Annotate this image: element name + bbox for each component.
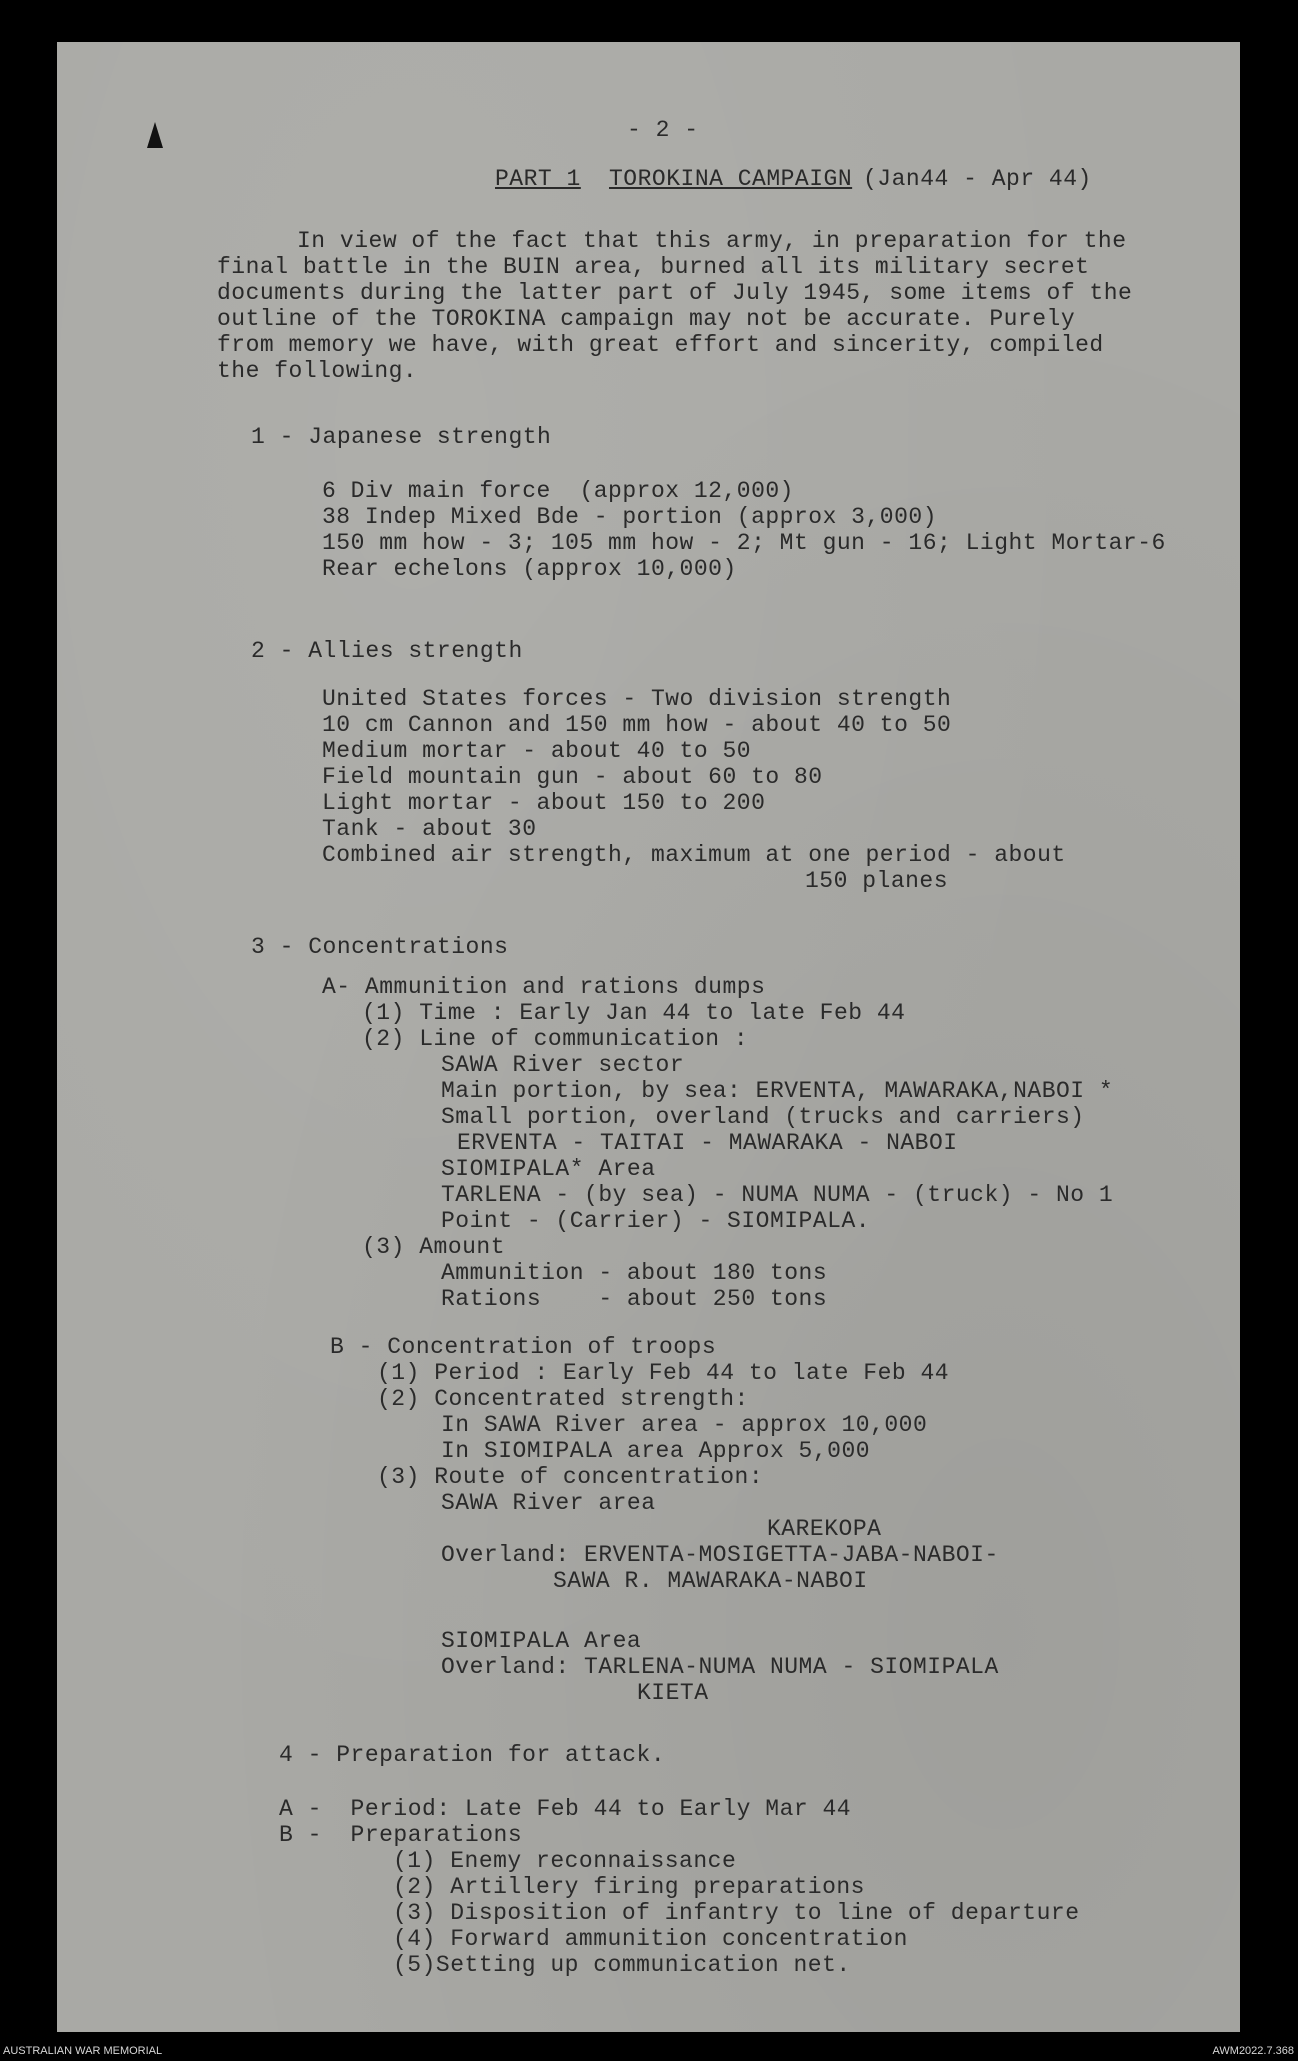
list-item: SAWA R. MAWARAKA-NABOI (553, 1568, 868, 1594)
list-item: (2) Line of communication : (362, 1026, 749, 1052)
list-item: (1) Time : Early Jan 44 to late Feb 44 (362, 1000, 906, 1026)
list-item: Overland: TARLENA-NUMA NUMA - SIOMIPALA (441, 1654, 999, 1680)
list-item: B - Preparations (279, 1822, 523, 1848)
list-item: (3) Route of concentration: (377, 1464, 764, 1490)
page-number: - 2 - (627, 117, 699, 143)
list-item: Light mortar - about 150 to 200 (322, 790, 766, 816)
intro-line: the following. (217, 358, 418, 384)
section-heading: 2 - Allies strength (251, 638, 523, 664)
list-item: United States forces - Two division strength (322, 686, 952, 712)
list-item: 10 cm Cannon and 150 mm how - about 40 to 50 (322, 712, 952, 738)
list-item: Rear echelons (approx 10,000) (322, 556, 737, 582)
intro-line: from memory we have, with great effort and sincerity, compiled (217, 332, 1104, 358)
list-item: Small portion, overland (trucks and carriers) (441, 1104, 1085, 1130)
list-item: KIETA (637, 1680, 709, 1706)
intro-line: In view of the fact that this army, in preparation for the (297, 228, 1127, 254)
list-item: Point - (Carrier) - SIOMIPALA. (441, 1208, 871, 1234)
heading-part: PART 1 (495, 166, 581, 192)
list-item: Field mountain gun - about 60 to 80 (322, 764, 823, 790)
heading-dates: (Jan44 - Apr 44) (863, 166, 1092, 192)
section-heading: 3 - Concentrations (251, 934, 509, 960)
list-item: Tank - about 30 (322, 816, 537, 842)
list-item: (3) Disposition of infantry to line of departure (393, 1900, 1080, 1926)
list-item: (1) Period : Early Feb 44 to late Feb 44 (377, 1360, 950, 1386)
list-item: (4) Forward ammunition concentration (393, 1926, 908, 1952)
list-item: KAREKOPA (767, 1516, 882, 1542)
list-item: Ammunition - about 180 tons (441, 1260, 828, 1286)
list-item: Combined air strength, maximum at one period - about (322, 842, 1066, 868)
list-item: In SIOMIPALA area Approx 5,000 (441, 1438, 871, 1464)
list-item: Main portion, by sea: ERVENTA, MAWARAKA,NABOI * (441, 1078, 1114, 1104)
document-page (57, 42, 1240, 2032)
list-item: Medium mortar - about 40 to 50 (322, 738, 752, 764)
list-item: 38 Indep Mixed Bde - portion (approx 3,000) (322, 504, 937, 530)
section-heading: 1 - Japanese strength (251, 424, 552, 450)
punch-mark-icon (147, 122, 163, 148)
list-item: (1) Enemy reconnaissance (393, 1848, 737, 1874)
list-item: A - Period: Late Feb 44 to Early Mar 44 (279, 1796, 852, 1822)
footer-source: AUSTRALIAN WAR MEMORIAL (3, 2045, 163, 2057)
list-item: (3) Amount (362, 1234, 506, 1260)
intro-line: documents during the latter part of July 1945, some items of the (217, 280, 1133, 306)
footer-reference: AWM2022.7.368 (1212, 2045, 1294, 2057)
list-item: (5)Setting up communication net. (393, 1952, 851, 1978)
list-item: (2) Concentrated strength: (377, 1386, 749, 1412)
list-item: SAWA River area (441, 1490, 656, 1516)
intro-line: final battle in the BUIN area, burned all its military secret (217, 254, 1090, 280)
section-heading: 4 - Preparation for attack. (279, 1742, 666, 1768)
list-item: SAWA River sector (441, 1052, 685, 1078)
list-item: SIOMIPALA Area (441, 1628, 642, 1654)
heading-title: TOROKINA CAMPAIGN (609, 166, 853, 192)
list-item: 150 planes (805, 868, 949, 894)
list-item: ERVENTA - TAITAI - MAWARAKA - NABOI (457, 1130, 958, 1156)
list-item: SIOMIPALA* Area (441, 1156, 656, 1182)
list-item: 150 mm how - 3; 105 mm how - 2; Mt gun - 16; Light Mortar-6 (322, 530, 1166, 556)
list-item: TARLENA - (by sea) - NUMA NUMA - (truck) - No 1 (441, 1182, 1114, 1208)
list-item: (2) Artillery firing preparations (393, 1874, 865, 1900)
list-item: Overland: ERVENTA-MOSIGETTA-JABA-NABOI- (441, 1542, 999, 1568)
subsection-title: A- Ammunition and rations dumps (322, 974, 766, 1000)
list-item: Rations - about 250 tons (441, 1286, 828, 1312)
intro-line: outline of the TOROKINA campaign may not be accurate. Purely (217, 306, 1076, 332)
list-item: 6 Div main force (approx 12,000) (322, 478, 794, 504)
list-item: In SAWA River area - approx 10,000 (441, 1412, 928, 1438)
subsection-title: B - Concentration of troops (330, 1334, 717, 1360)
